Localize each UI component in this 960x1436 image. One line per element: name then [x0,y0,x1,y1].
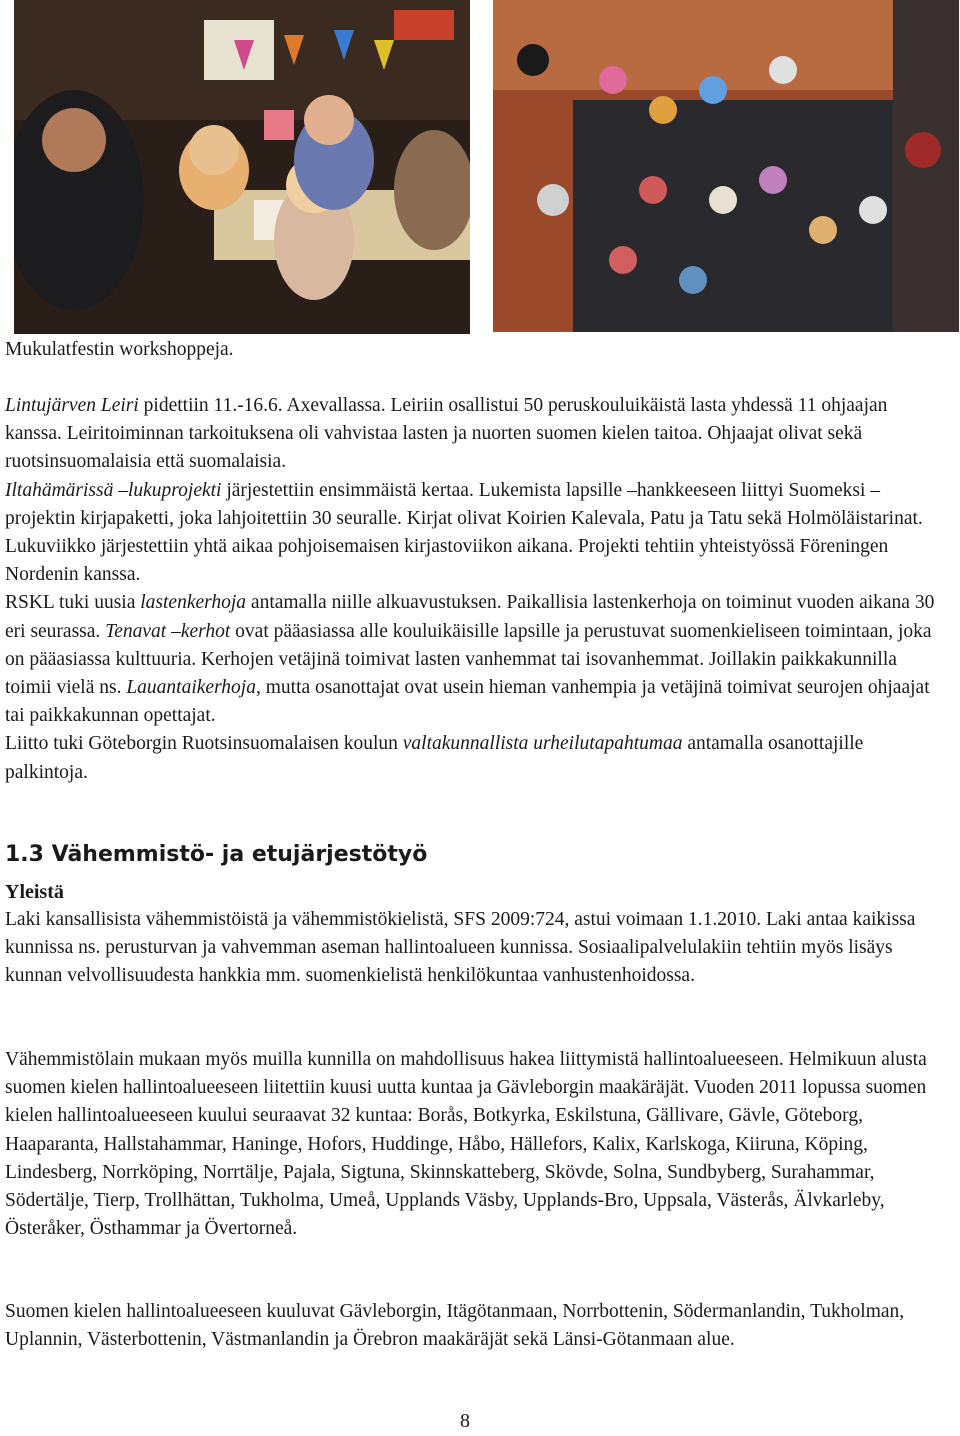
paragraph-camp [5,392,935,477]
paragraph-minority-law [5,906,935,991]
dancing-children-photo [493,0,959,332]
workshop-photo [14,0,470,334]
clubs-text-d: mutta osanottajat ovat usein hieman vanhempia ja vetäjinä toimivat seurojen ohjaajat tai paikkakunnan opettajat. [5,677,930,727]
reading-project-text: järjestettiin ensimmäistä kertaa. Lukemista lapsille –hankkeeseen liittyi Suomeksi –projektin kirjapaketti, joka lahjoitettiin 30 seuralle. Kirjat olivat Koirien Kalevala, Patu ja Tatu sekä Holmöläistarinat. Lukuviikko järjestettiin yhtä aikaa pohjoisemaisen kirjastoviikon aikana. Projekti tehtiin yhteistyössä Föreningen Nordenin kanssa. [5,479,923,586]
sports-text-b: antamalla osanottajille palkintoja. [5,733,864,783]
county-councils-text: Suomen kielen hallintoalueeseen kuuluvat Gävleborgin, Itägötanmaan, Norrbottenin, Södermanlandin, Tukholman, Uplannin, Västerbottenin, Västmanlandin ja Örebron maakäräjät sekä Länsi-Götanmaan alue. [5,1301,905,1351]
camp-title: Lintujärven Leiri [5,395,139,416]
sports-text-a: Liitto tuki Göteborgin Ruotsinsuomalaisen koulun [5,733,403,755]
page-number: 8 [460,1410,470,1432]
clubs-text-b: antamalla niille alkuavustuksen. Paikallisia lastenkerhoja on toiminut vuoden aikana 30 eri seurassa. [5,592,935,642]
minority-law-text: Laki kansallisista vähemmistöistä ja vähemmistökielistä, SFS 2009:724, astui voimaan 1.1.2010. Laki antaa kaikissa kunnissa ns. perusturvan ja vahvemman aseman hallintoalueen kunnissa. Sosiaalipalvelulakiin tehtiin myös lisäys kunnan velvollisuudesta hankkia mm. suomenkielistä henkilökuntaa vanhustenhoidossa. [5,909,916,987]
administrative-area-text: Vähemmistölain mukaan myös muilla kunnilla on mahdollisuus hakea liittymistä hallintoalueeseen. Helmikuun alusta suomen kielen hallintoalueeseen liitettiin kuusi uutta kuntaa ja Gävleborgin maakäräjät. Vuoden 2011 lopussa suomen kielen hallintoalueeseen kuului seuraavat 32 kuntaa: Borås, Botkyrka, Eskilstuna, Gällivare, Gävle, Göteborg, Haaparanta, Hallstahammar, Haninge, Hofors, Huddinge, Håbo, Hällefors, Kalix, Karlskoga, Kiiruna, Köping, Lindesberg, Norrköping, Norrtälje, Pajala, Sigtuna, Skinnskatteberg, Skövde, Solna, Sundbyberg, Surahammar, Södertälje, Tierp, Trollhättan, Tukholma, Umeå, Upplands Väsby, Upplands-Bro, Uppsala, Västerås, Älvkarleby, Österåker, Östhammar ja Övertorneå. [5,1049,927,1240]
photo-caption [5,336,935,364]
clubs-term-c: Lauantaikerhoja, [126,677,261,699]
clubs-text-c: ovat pääasiassa alle kouluikäisille lapsille ja perustuvat suomenkieliseen toimintaan, joka on pääasiassa kulttuuria. Kerhojen vetäjinä toimivat lasten vanhemmat tai isovanhemmat. Joillakin paikkakunnilla toimii vielä ns. [5,620,932,699]
clubs-term-a: lastenkerhoja [140,592,247,614]
camp-text: pidettiin 11.-16.6. Axevallassa. Leiriin osallistui 50 peruskouluikäistä lasta yhdessä 11 ohjaajan kanssa. Leiritoiminnan tarkoituksena oli vahvistaa lasten ja nuorten suomen kielen taitoa. Ohjaajat olivat sekä ruotsinsuomalaisia että suomalaisia. [5,395,888,473]
subsection-heading: Yleistä [5,881,64,903]
paragraph-administrative-area [5,1046,935,1243]
reading-project-title: Iltahämärissä –lukuprojekti [5,479,222,501]
clubs-text-a: RSKL tuki uusia [5,592,141,614]
clubs-term-b: Tenavat –kerhot [105,620,231,642]
caption-text: Mukulatfestin workshoppeja. [5,339,234,360]
paragraph-reading-project [5,477,935,590]
section-body-camp-reading-clubs [5,392,935,787]
paragraph-sports-event [5,730,935,786]
section-heading: 1.3 Vähemmistö- ja etujärjestötyö [5,842,428,867]
sports-term: valtakunnallista urheilutapahtumaa [402,733,683,755]
paragraph-children-clubs [5,589,935,730]
paragraph-county-councils [5,1298,935,1354]
